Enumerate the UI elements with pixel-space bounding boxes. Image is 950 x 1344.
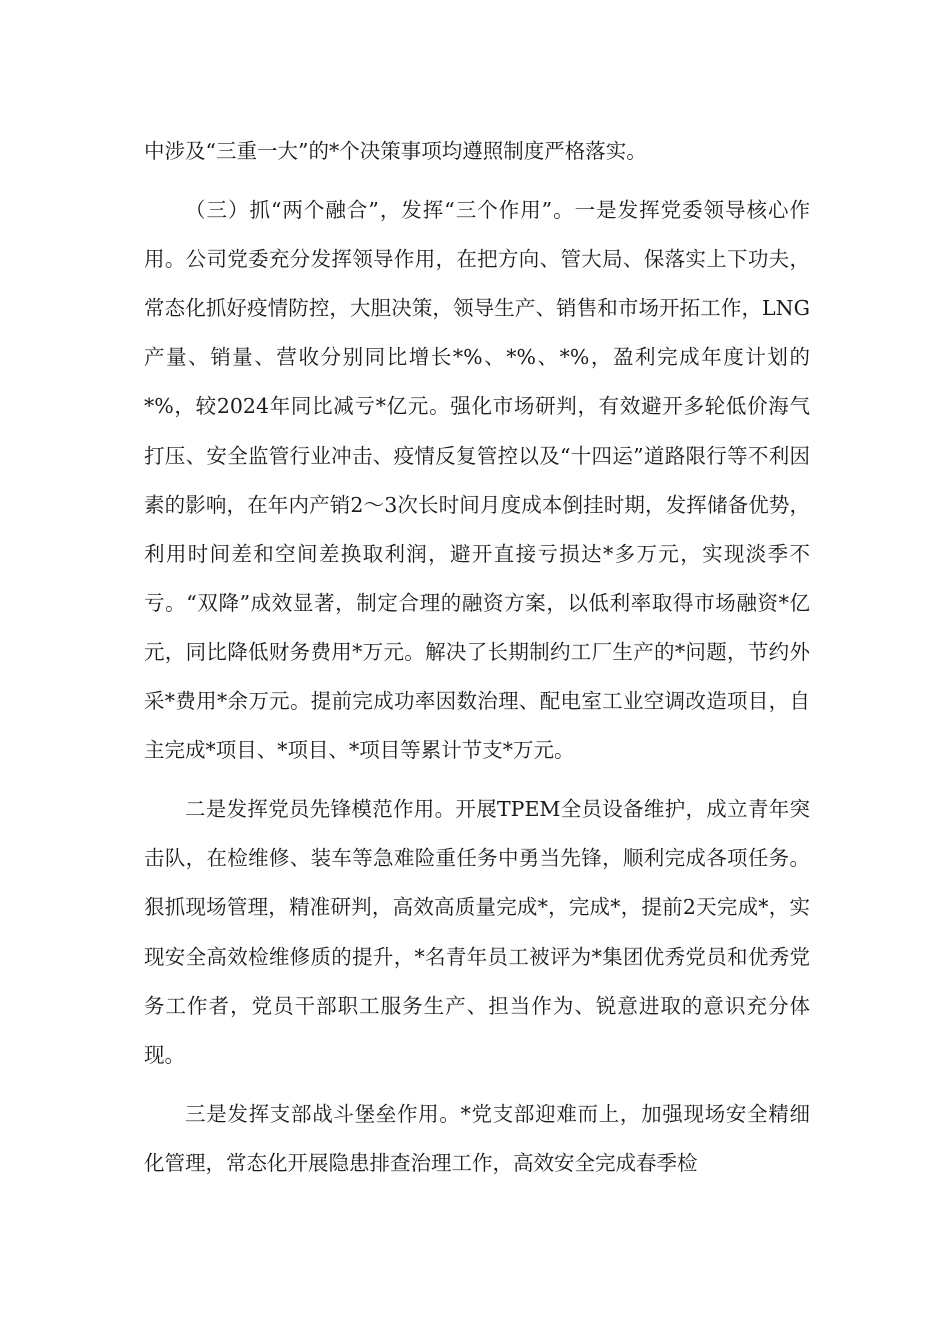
- paragraph-party-members-vanguard: 二是发挥党员先锋模范作用。开展TPEM全员设备维护，成立青年突击队，在检维修、装车等急难险重任务中勇当先锋，顺利完成各项任务。狠抓现场管理，精准研判，高效高质量完成*，完成*，提前2天完成*，实现安全高效检维修质的提升，*名青年员工被评为*集团优秀党员和优秀党务工作者，党员干部职工服务生产、担当作为、锐意进取的意识充分体现。: [144, 797, 810, 1067]
- paragraph-branch-fortress: 三是发挥支部战斗堡垒作用。*党支部迎难而上，加强现场安全精细化管理，常态化开展隐患排查治理工作，高效安全完成春季检: [144, 1101, 810, 1175]
- paragraph-two-integrations: （三）抓“两个融合”，发挥“三个作用”。一是发挥党委领导核心作用。公司党委充分发挥领导作用，在把方向、管大局、保落实上下功夫，常态化抓好疫情防控，大胆决策，领导生产、销售和市场开拓工作，LNG产量、销量、营收分别同比增长*%、*%、*%，盈利完成年度计划的*%，较2024年同比减亏*亿元。强化市场研判，有效避开多轮低价海气打压、安全监管行业冲击、疫情反复管控以及“十四运”道路限行等不利因素的影响，在年内产销2～3次长时间月度成本倒挂时期，发挥储备优势，利用时间差和空间差换取利润，避开直接亏损达*多万元，实现淡季不亏。“双降”成效显著，制定合理的融资方案，以低利率取得市场融资*亿元，同比降低财务费用*万元。解决了长期制约工厂生产的*问题，节约外采*费用*余万元。提前完成功率因数治理、配电室工业空调改造项目，自主完成*项目、*项目、*项目等累计节支*万元。: [144, 198, 810, 763]
- document-body: [144, 127, 810, 1198]
- paragraph-continuation: 中涉及“三重一大”的*个决策事项均遵照制度严格落实。: [144, 139, 647, 163]
